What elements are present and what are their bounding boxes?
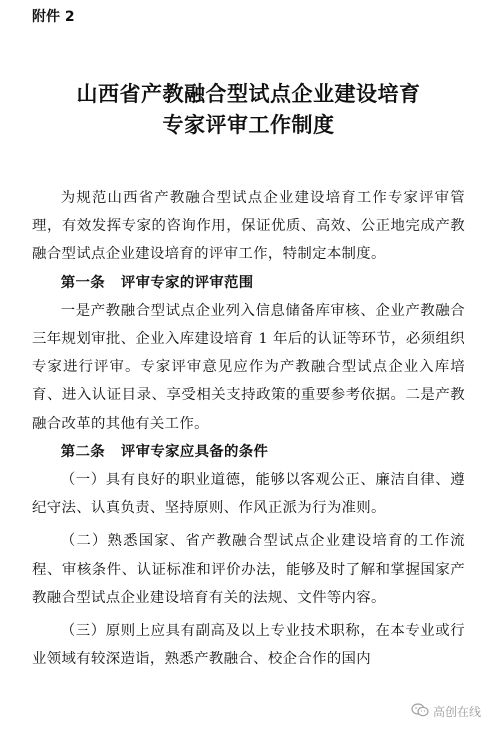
title-line-2: 专家评审工作制度: [162, 112, 335, 137]
wechat-icon: [411, 703, 429, 720]
article-2-item-3: （三）原则上应具有副高及以上专业技术职称，在本专业或行业领域有较深造诣，熟悉产教融合、校企合作的国内: [32, 623, 465, 668]
watermark-text: 高创在线: [432, 705, 481, 719]
document-body: [32, 184, 465, 673]
document-title: [32, 78, 465, 140]
article-2-item-1: （一）具有良好的职业道德，能够以客观公正、廉洁自律、遵纪守法、认真负责、坚持原则、作风正派为行为准则。: [32, 472, 465, 517]
article-1-text: 一是产教融合型试点企业列入信息储备库审核、企业产教融合三年规划审批、企业入库建设培育 1 年后的认证等环节，必须组织专家进行评审。专家评审意见应作为产教融合型试点企业入库培育、进入认证目录、享受相关支持政策的重要参考依据。二是产教融合改革的其他有关工作。: [32, 302, 465, 432]
intro-paragraph: 为规范山西省产教融合型试点企业建设培育工作专家评审管理，有效发挥专家的咨询作用，保证优质、高效、公正地完成产教融合型试点企业建设培育的评审工作，特制定本制度。: [32, 190, 465, 263]
article-1-title: 评审专家的评审范围: [120, 274, 254, 291]
article-2-heading: [32, 438, 465, 466]
watermark: [411, 703, 481, 720]
article-2-item-2: （二）熟悉国家、省产教融合型试点企业建设培育的工作流程、审核条件、认证标准和评价办法，能够及时了解和掌握国家产教融合型试点企业建设培育有关的法规、文件等内容。: [32, 533, 465, 606]
article-2-number: 第二条: [60, 443, 106, 460]
title-line-1: 山西省产教融合型试点企业建设培育: [76, 81, 421, 106]
article-1-heading: [32, 269, 465, 297]
article-2-title: 评审专家应具备的条件: [120, 443, 269, 460]
attachment-label: 附件 2: [32, 9, 75, 25]
article-1-number: 第一条: [60, 274, 106, 291]
